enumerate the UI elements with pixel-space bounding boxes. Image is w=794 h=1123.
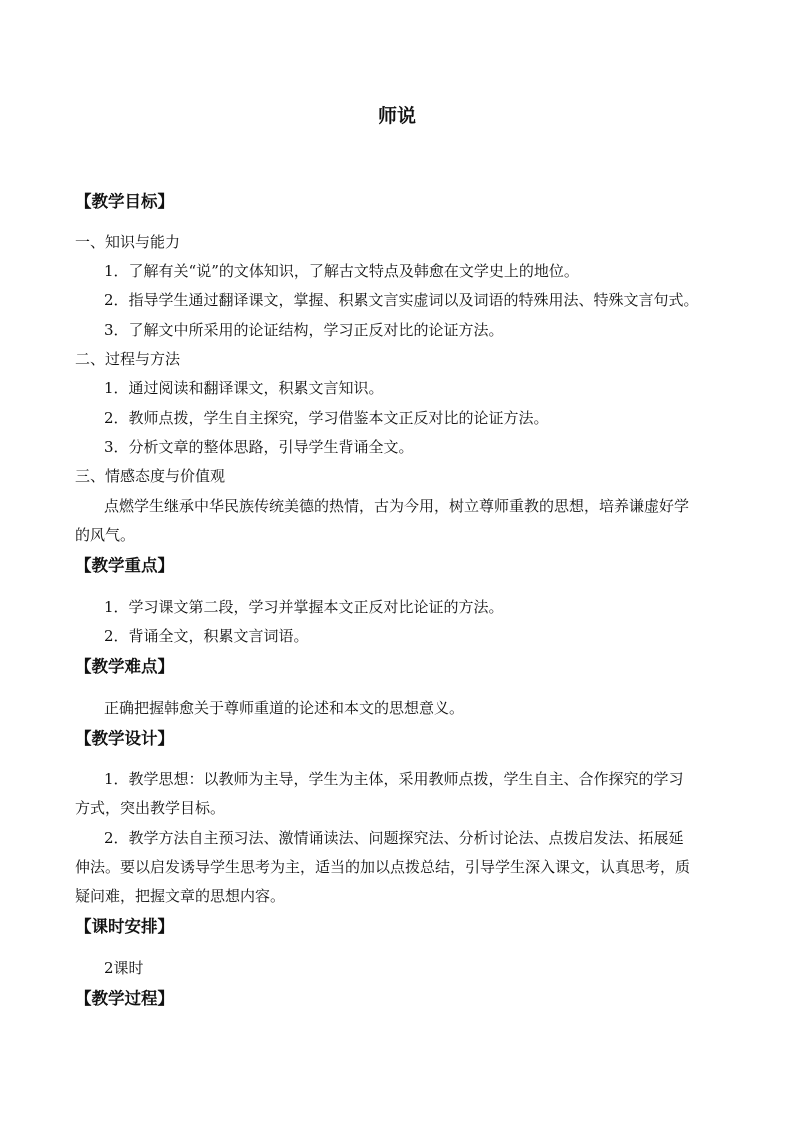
- attitude-paragraph-line: 的风气。: [75, 526, 136, 544]
- objective-item: 1．了解有关“说”的文体知识，了解古文特点及韩愈在文学史上的地位。: [104, 262, 579, 280]
- schedule-paragraph: 2课时: [104, 959, 144, 977]
- difficulty-paragraph: 正确把握韩愈关于尊师重道的论述和本文的思想意义。: [104, 699, 465, 717]
- design-paragraph-line: 方式，突出教学目标。: [75, 799, 226, 817]
- heading-objectives: 【教学目标】: [75, 192, 174, 211]
- key-point-item: 2．背诵全文，积累文言词语。: [104, 627, 309, 645]
- design-paragraph-line: 伸法。要以启发诱导学生思考为主，适当的加以点拨总结，引导学生深入课文，认真思考，质: [75, 858, 691, 876]
- objective-item: 1．通过阅读和翻译课文，积累文言知识。: [104, 379, 384, 397]
- objective-item: 3．了解文中所采用的论证结构，学习正反对比的论证方法。: [104, 321, 504, 339]
- objective-item: 2．教师点拨，学生自主探究，学习借鉴本文正反对比的论证方法。: [104, 409, 549, 427]
- heading-process: 【教学过程】: [75, 989, 174, 1008]
- objective-item: 3．分析文章的整体思路，引导学生背诵全文。: [104, 438, 414, 456]
- key-point-item: 1．学习课文第二段，学习并掌握本文正反对比论证的方法。: [104, 598, 504, 616]
- heading-difficulties: 【教学难点】: [75, 657, 174, 676]
- attitude-paragraph-line: 点燃学生继承中华民族传统美德的热情，古为今用，树立尊师重教的思想，培养谦虚好学: [104, 497, 690, 515]
- section-attitude-title: 三、情感态度与价值观: [75, 467, 226, 485]
- document-title: 师说: [377, 105, 416, 127]
- design-paragraph-line: 1．教学思想：以教师为主导，学生为主体，采用教师点拨，学生自主、合作探究的学习: [104, 770, 684, 788]
- objective-item: 2．指导学生通过翻译课文，掌握、积累文言实虚词以及词语的特殊用法、特殊文言句式。: [104, 291, 699, 309]
- section-knowledge-title: 一、知识与能力: [75, 233, 181, 251]
- heading-schedule: 【课时安排】: [75, 917, 174, 936]
- design-paragraph-line: 疑问难，把握文章的思想内容。: [75, 887, 286, 905]
- section-process-title: 二、过程与方法: [75, 350, 181, 368]
- design-paragraph-line: 2．教学方法自主预习法、激情诵读法、问题探究法、分析讨论法、点拨启发法、拓展延: [104, 829, 684, 847]
- heading-design: 【教学设计】: [75, 729, 174, 748]
- heading-key-points: 【教学重点】: [75, 556, 174, 575]
